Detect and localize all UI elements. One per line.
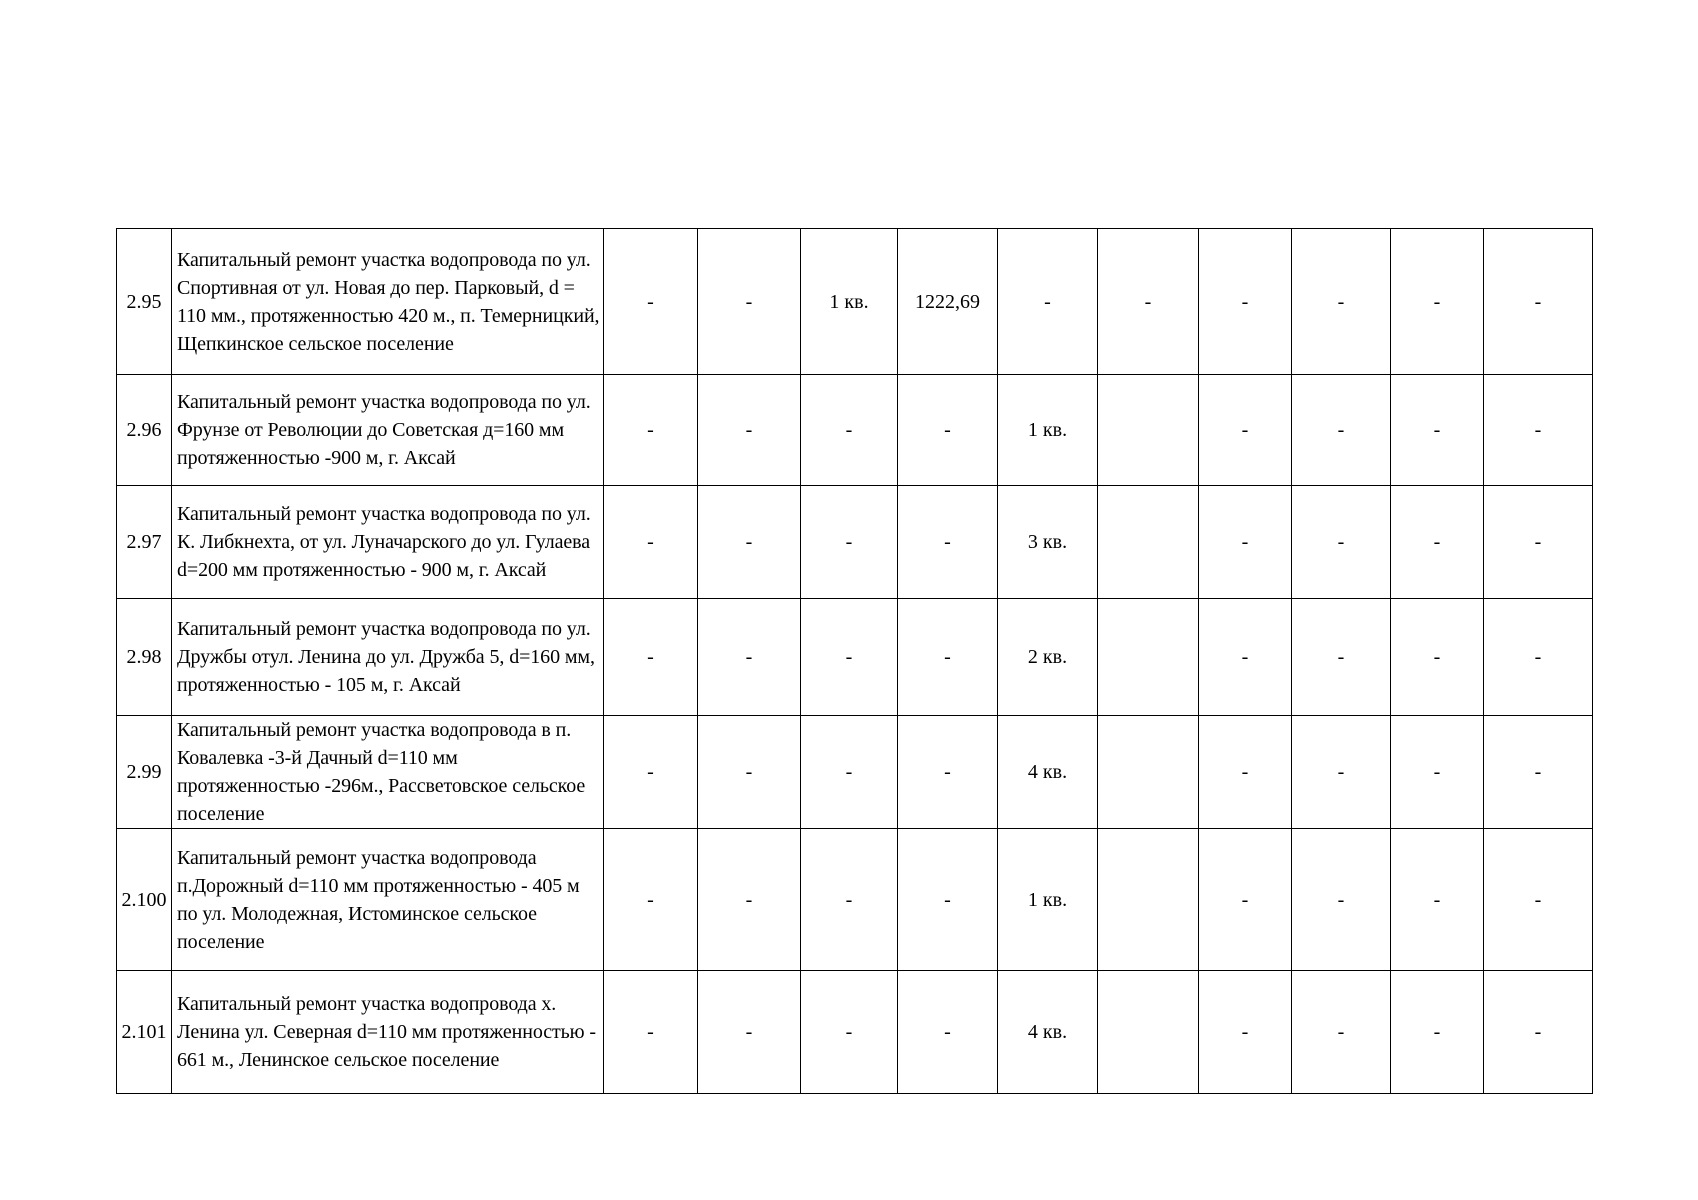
table-cell: - xyxy=(801,716,898,829)
table-cell: - xyxy=(1292,375,1391,486)
table-cell: - xyxy=(1484,599,1593,716)
table-cell: - xyxy=(1292,716,1391,829)
table-cell: - xyxy=(698,716,801,829)
table-row xyxy=(117,971,1593,1094)
table-cell: - xyxy=(604,375,698,486)
table-cell: 1222,69 xyxy=(898,229,998,375)
table-row xyxy=(117,829,1593,971)
table-cell: - xyxy=(898,971,998,1094)
table-cell: - xyxy=(1292,829,1391,971)
table-cell: 1 кв. xyxy=(801,229,898,375)
table-row xyxy=(117,716,1593,829)
table-cell: - xyxy=(1391,716,1484,829)
table-cell: 1 кв. xyxy=(998,375,1098,486)
table-cell: - xyxy=(1199,829,1292,971)
table-cell: - xyxy=(1199,716,1292,829)
table-cell: 4 кв. xyxy=(998,716,1098,829)
table-cell: - xyxy=(1391,229,1484,375)
table-cell: - xyxy=(1391,971,1484,1094)
row-number: 2.98 xyxy=(117,599,172,716)
table-cell: - xyxy=(898,375,998,486)
table-cell: 1 кв. xyxy=(998,829,1098,971)
table-cell xyxy=(1098,486,1199,599)
table-cell xyxy=(1098,829,1199,971)
work-description: Капитальный ремонт участка водопровода в п. Ковалевка -3-й Дачный d=110 мм протяженностью -296м., Рассветовское сельское поселение xyxy=(172,716,604,829)
row-number: 2.99 xyxy=(117,716,172,829)
table-row xyxy=(117,375,1593,486)
table-cell: - xyxy=(1292,486,1391,599)
table-cell: - xyxy=(898,829,998,971)
table-cell: - xyxy=(998,229,1098,375)
table-cell: - xyxy=(1484,229,1593,375)
table-cell: - xyxy=(698,486,801,599)
table-cell: - xyxy=(801,971,898,1094)
table-cell: - xyxy=(1391,829,1484,971)
table-row xyxy=(117,599,1593,716)
table-cell: - xyxy=(898,716,998,829)
table-cell: - xyxy=(1199,599,1292,716)
table-cell: - xyxy=(801,599,898,716)
table-cell: - xyxy=(1391,599,1484,716)
table-cell: - xyxy=(1484,716,1593,829)
table-cell: - xyxy=(1484,829,1593,971)
table-cell: - xyxy=(604,829,698,971)
table-cell: - xyxy=(604,229,698,375)
table-cell: - xyxy=(604,971,698,1094)
table-cell xyxy=(1098,599,1199,716)
table-cell: - xyxy=(698,599,801,716)
table-cell: - xyxy=(1484,375,1593,486)
table-cell: - xyxy=(604,486,698,599)
table-cell: - xyxy=(898,599,998,716)
table-cell: - xyxy=(801,486,898,599)
table-cell: - xyxy=(1199,375,1292,486)
table-cell: - xyxy=(898,486,998,599)
table-cell: 2 кв. xyxy=(998,599,1098,716)
table-cell xyxy=(1098,375,1199,486)
row-number: 2.95 xyxy=(117,229,172,375)
table-cell: - xyxy=(801,829,898,971)
table-cell xyxy=(1098,716,1199,829)
work-description: Капитальный ремонт участка водопровода по ул. К. Либкнехта, от ул. Луначарского до ул. Гулаева d=200 мм протяженностью - 900 м, г. Аксай xyxy=(172,486,604,599)
table-cell: - xyxy=(604,599,698,716)
table-cell: - xyxy=(1484,971,1593,1094)
work-description: Капитальный ремонт участка водопровода по ул. Дружбы отул. Ленина до ул. Дружба 5, d=160 мм, протяженностью - 105 м, г. Аксай xyxy=(172,599,604,716)
table-cell: 3 кв. xyxy=(998,486,1098,599)
row-number: 2.100 xyxy=(117,829,172,971)
table-cell: - xyxy=(698,971,801,1094)
table-cell: - xyxy=(1199,486,1292,599)
table-cell: - xyxy=(1199,229,1292,375)
table-cell: - xyxy=(1199,971,1292,1094)
row-number: 2.96 xyxy=(117,375,172,486)
table-cell: 4 кв. xyxy=(998,971,1098,1094)
works-table xyxy=(116,228,1593,1094)
table-cell: - xyxy=(698,829,801,971)
table-cell: - xyxy=(801,375,898,486)
table-cell: - xyxy=(1391,486,1484,599)
row-number: 2.101 xyxy=(117,971,172,1094)
table-cell: - xyxy=(698,229,801,375)
table-cell: - xyxy=(1484,486,1593,599)
work-description: Капитальный ремонт участка водопровода по ул. Фрунзе от Революции до Советская д=160 мм протяженностью -900 м, г. Аксай xyxy=(172,375,604,486)
table-cell: - xyxy=(1292,599,1391,716)
row-number: 2.97 xyxy=(117,486,172,599)
table-cell: - xyxy=(1292,971,1391,1094)
table-cell: - xyxy=(604,716,698,829)
table-row xyxy=(117,486,1593,599)
table-row xyxy=(117,229,1593,375)
table-cell: - xyxy=(1391,375,1484,486)
table-cell: - xyxy=(1098,229,1199,375)
table-cell xyxy=(1098,971,1199,1094)
work-description: Капитальный ремонт участка водопровода по ул. Спортивная от ул. Новая до пер. Парковый, d = 110 мм., протяженностью 420 м., п. Темерницкий, Щепкинское сельское поселение xyxy=(172,229,604,375)
work-description: Капитальный ремонт участка водопровода п.Дорожный d=110 мм протяженностью - 405 м по ул. Молодежная, Истоминское сельское поселение xyxy=(172,829,604,971)
work-description: Капитальный ремонт участка водопровода х. Ленина ул. Северная d=110 мм протяженностью - 661 м., Ленинское сельское поселение xyxy=(172,971,604,1094)
table-cell: - xyxy=(1292,229,1391,375)
table-cell: - xyxy=(698,375,801,486)
